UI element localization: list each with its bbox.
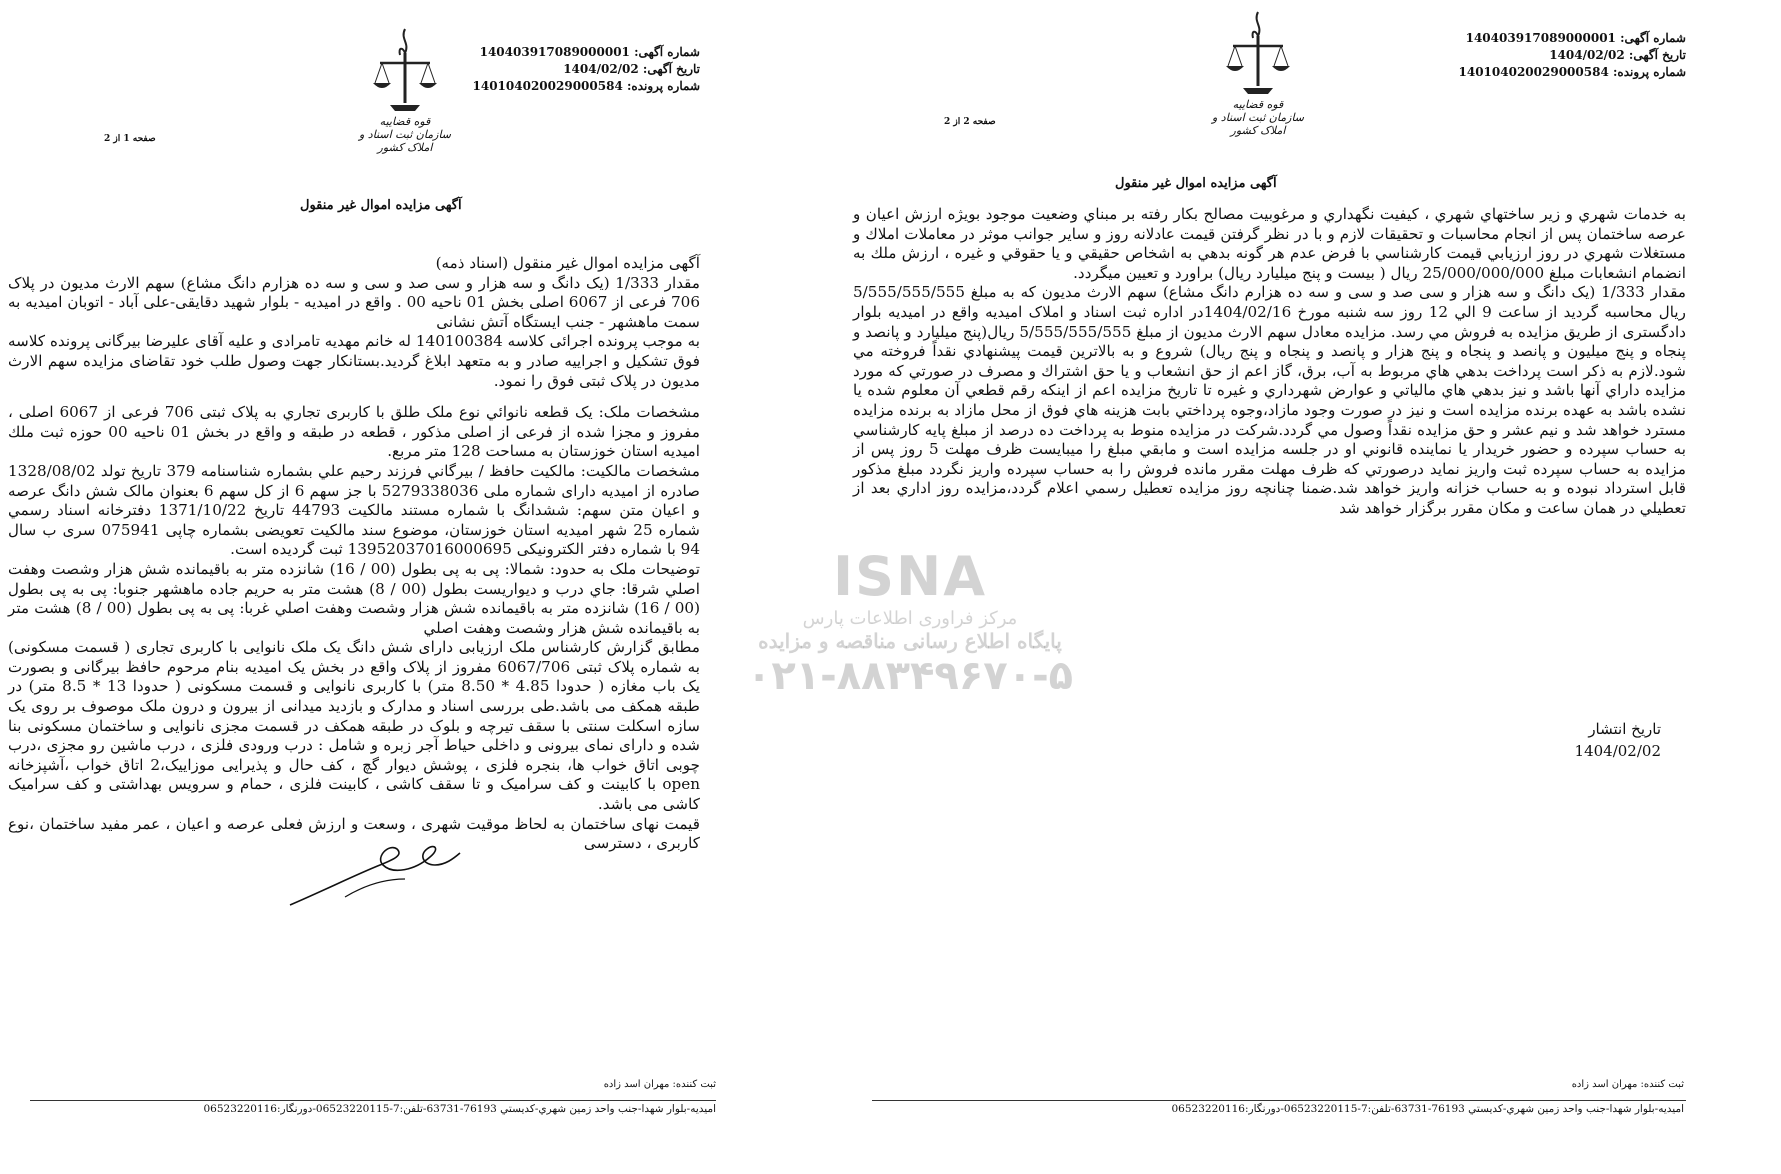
registrar-name: ثبت كننده: مهران اسد زاده [603,1079,716,1090]
registry-org-label: سازمان ثبت اسناد و املاک کشور [1211,111,1305,137]
registrar-name: ثبت كننده: مهران اسد زاده [1571,1079,1684,1090]
watermark-phone: ۰۲۱-۸۸۳۴۹۶۷۰-۵ [746,653,1074,699]
judiciary-label: قوه قضاییه [1232,98,1284,111]
office-address-footer: اميديه-بلوار شهدا-جنب واحد زمين شهري-كديستي 76193-63731-تلفن:7-06523220115-دورنگار:06523220116 [203,1103,716,1115]
notice-date: تاریخ آگهی: 1404/02/02 [1549,48,1686,62]
publication-date: 1404/02/02 [1574,742,1661,760]
watermark-site: پایگاه اطلاع رسانی مناقصه و مزایده [758,629,1062,653]
notice-number: شماره آگهی: 140403917089000001 [1465,31,1686,45]
notice-header [1459,30,1687,81]
paragraph: آگهی مزایده اموال غیر منقول (اسناد ذمه) [435,254,700,272]
paragraph: به موجب پرونده اجرائی کلاسه 140100384 له خانم مهدیه تامرادی و علیه آقای علیرضا بیرگانی پرونده کلاسه فوق تشکیل و اجراییه صادر و به متعهد ابلاغ گردید.بستانکار جهت وصول طلب خود تقاضای مزایده سهم الارث مدیون در پلاک ثبتی فوق را نمود. [8,332,700,390]
publication-date-label: تاریخ انتشار [1588,720,1661,738]
office-address-footer: اميديه-بلوار شهدا-جنب واحد زمين شهري-كديستي 76193-63731-تلفن:7-06523220115-دورنگار:06523220116 [1171,1103,1684,1115]
notice-header [473,44,701,95]
notice-body [853,205,1686,519]
scales-of-justice-icon [1223,8,1293,96]
scales-of-justice-icon [370,25,440,113]
case-number: شماره پرونده: 140104020029000584 [472,79,700,93]
notice-body [8,254,700,854]
publication-date-block [1575,718,1661,762]
document-page-2 [850,0,1781,1174]
judiciary-emblem [350,25,460,180]
paragraph: مشخصات ملک: یک قطعه نانوائي نوع ملک طلق با کاربری تجاري به پلاک ثبتی 706 فرعی از 6067 اصلی ، مفروز و مجزا شده از فرعی از اصلی مذکور ، قطعه در طبقه و واقع در بخش 01 ناحیه 00 حوزه ثبت ملك امیدیه استان خوزستان به مساحت 128 متر مربع. [8,403,701,461]
judiciary-emblem [1203,8,1313,163]
paragraph: مطابق گزارش كارشناس ملک ارزیابی دارای شش دانگ یک ملک نانوایی با کاربری تجاری ( قسمت مسکونی) به شماره پلاک ثبتی 6067/706 مفروز از پلاک واقع در بخش یک امیدیه بنام مرحوم حافظ بیرگانی و بصورت یک باب مغازه ( حدودا 4.85 * 8.50 متر) با کاربری نانوایی و قسمت مسکونی ( حدودا 13 * 8.5 متر) در طبقه همکف می باشد.طی بررسی اسناد و مدارک و بازدید میدانی از بیرون و درون ملک موصوف بر روی یک سازه اسکلت سنتی با سقف تیرچه و بلوک در طبقه همکف در قسمت مجزی نانوایی و ساختمان مسکونی بنا شده و دارای نمای بیرونی و داخلی حیاط آجر زبره و شامل : درب ورودی فلزی ، درب ماشین رو مجزی ،درب چوبی اتاق خواب ها، بنجره فلزی ، پوشش دیوار گچ ، کف حال و پذیرایی موزاییک،2 اتاق خواب ،آشپزخانه open با کابینت و کف سرامیک و تا سقف کاشی ، کابینت فلزی ، حمام و سرویس بهداشتی و کف سرامیک کاشی می باشد. [8,638,701,814]
judiciary-label: قوه قضاییه [379,115,431,128]
registry-org-label: سازمان ثبت اسناد و املاک کشور [358,128,452,154]
paragraph: به خدمات شهري و زير ساختهاي شهري ، كيفيت نگهداري و مرغوبيت مصالح بكار رفته بر مبناي وضعيت موجود بويژه ارزش اعيان و عرصه ساختمان پس از انجام محاسبات و تحقيقات لازم و با در نظر گرفتن قيمت عادلانه روز و ساير جوانب موثر در معاملات املاك و مستغلات شهري در روز ارزيابي قيمت كارشناسي با فرض عدم هر گونه بدهي به اشخاص حقيقي و يا حقوقي و غيره ، ارزش ملك به انضمام انشعابات مبلغ 25/000/000/000 ريال ( بيست و پنج ميليارد ريال) براورد و تعيين ميگردد. [853,205,1686,282]
notice-date: تاریخ آگهی: 1404/02/02 [563,62,700,76]
paragraph: مقدار 1/333 (یک دانگ و سه هزار و سی صد و سی و سه ده هزارم دانگ مشاع) سهم الارث مدیون كه به مبلغ 5/555/555/555 ريال محاسبه گرديد از ساعت 9 الي 12 روز سه شنبه مورخ 1404/02/16در اداره ثبت اسناد و املاک امیدیه واقع در امیدیه بلوار دادگستری از طريق مزايده به فروش مي رسد. مزایده معادل سهم الارث مدیون از مبلغ 5/555/555/555 ريال(پنج ميليارد و پانصد و پنجاه و پنج ميليون و پانصد و پنجاه و پنج هزار و پانصد و پنجاه و پنج ريال) شروع و به بالاترين قيمت پيشنهادي نقداً فروخته مي شود.لازم به ذكر است پرداخت بدهي هاي مربوط به آب، برق، گاز اعم از حق انشعاب و يا حق اشتراك و مصرف در صورتي كه مورد مزايده داراي آنها باشد و نيز بدهي هاي مالياتي و عوارض شهرداري و غيره تا تاريخ مزايده اعم از اينكه رقم قطعي آن معلوم شده يا نشده باشد به عهده برنده مزايده است و نيز در صورت وجود مازاد،وجوه پرداختي بابت هزينه هاي فوق از محل مازاد به برنده مزايده مسترد خواهد شد و نيم عشر و حق مزايده نقداً وصول مي گردد.شركت در مزايده منوط به پرداخت ده درصد از مبلغ پايه كارشناسي به حساب سپرده و حضور خريدار يا نماينده قانوني او در جلسه مزايده است و مابقي مبلغ را ميبايست ظرف مهلت 5 روز پس از مزايده به حساب سپرده ثبت واريز نمايد درصورتي كه ظرف مهلت مقرر مانده فروش را به حساب سپرده واريز نگردد مبلغ مذكور قابل استرداد نبوده و به حساب خزانه واريز خواهد شد.ضمنا چنانچه روز مزايده تعطيل رسمي اعلام گردد،مزايده روز اداري بعد از تعطيلي در همان ساعت و مكان مقرر برگزار خواهد شد [853,283,1687,517]
page-number: صفحه 1 از 2 [104,134,156,144]
notice-number: شماره آگهی: 140403917089000001 [479,45,700,59]
footer-divider [30,1100,716,1101]
footer-divider [872,1100,1686,1101]
page-title: آگهی مزایده اموال غیر منقول [300,198,462,213]
paragraph: توضیحات ملک به حدود: شمالا: پی به پی بطول (00 / 16) شانزده متر به باقیمانده شش هزار وشصت وهفت اصلي شرقا: جاي درب و ديواريست بطول (00 / 8) هشت متر به حريم جاده ماهشهر جنوبا: پی به پی بطول (00 / 16) شانزده متر به باقیمانده شش هزار وشصت وهفت اصلي غربا: پی به پی بطول (00 / 8) هشت متر به باقیمانده شش هزار وشصت وهفت اصلي [8,559,700,637]
watermark-org: مرکز فراوری اطلاعات پارس [802,608,1018,629]
page-number: صفحه 2 از 2 [944,117,996,127]
case-number: شماره پرونده: 140104020029000584 [1458,65,1686,79]
paragraph: قیمت نهای ساختمان به لحاظ موقیت شهری ، وسعت و ارزش فعلی عرصه و اعیان ، عمر مفید ساختمان ،نوع کاربری ، دسترسی [8,814,700,853]
watermark-logo: ISNA [833,545,987,608]
document-page-1 [0,0,850,1174]
paragraph: مشخصات مالکیت: مالکیت حافظ / بیرگاني فرزند رحیم علي بشماره شناسنامه 379 تاریخ تولد 1328/08/02 صادره از امیدیه دارای شماره ملی 5279338036 با جز سهم 6 از کل سهم 6 بعنوان مالک شش دانگ عرصه و اعیان متن سهم: ششدانگ با شماره مستند مالکیت 44793 تاریخ 1371/10/22 دفترخانه اسناد رسمي شماره 25 شهر امیدیه استان خوزستان، موضوع سند مالکیت تعویضی بشماره چاپی 075941 سری ب سال 94 با شماره دفتر الکترونیکی 13952037016000695 ثبت گردیده است. [8,461,701,559]
page-title: آگهی مزایده اموال غیر منقول [1115,176,1277,191]
paragraph: مقدار 1/333 (یک دانگ و سه هزار و سی صد و سی و سه ده هزارم دانگ مشاع) سهم الارث مدیون در پلاک 706 فرعی از 6067 اصلی بخش 01 ناحیه 00 . واقع در امیدیه - بلوار شهید دقایقی-علی آباد - اتوبان امیدیه به سمت ماهشهر - جنب ایستگاه آتش نشانی [8,273,700,331]
